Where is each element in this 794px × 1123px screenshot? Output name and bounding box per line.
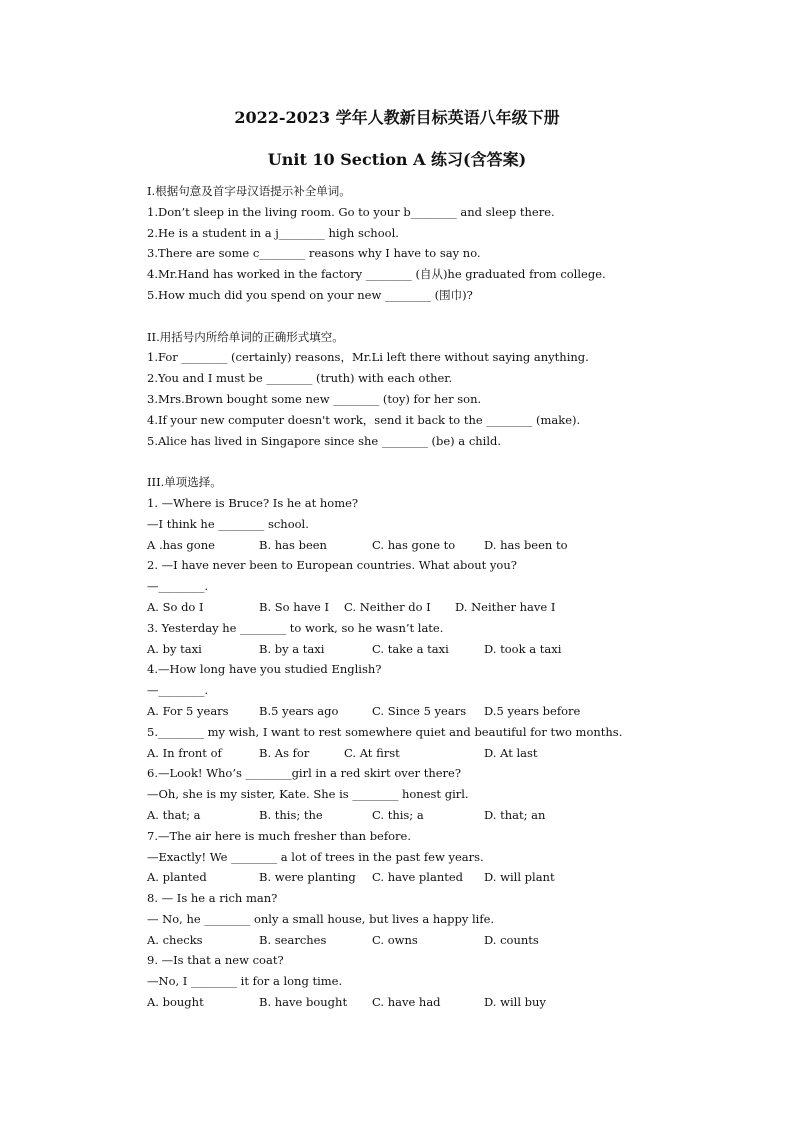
option-c: C. have planted — [372, 870, 464, 885]
option-a: A. So do I — [147, 599, 204, 614]
option-b: B. has been — [259, 537, 327, 552]
section2-item-3: 3.Mrs.Brown bought some new ________ (toy) for her son. — [147, 391, 482, 406]
question-1-stem: 1. —Where is Bruce? Is he at home? — [147, 495, 359, 510]
question-3-stem: 3. Yesterday he ________ to work, so he wasn’t late. — [147, 620, 444, 635]
option-c: C. has gone to — [372, 537, 456, 552]
question-7-options — [147, 867, 667, 888]
option-b: B. by a taxi — [259, 641, 325, 656]
question-2-stem: 2. —I have never been to European countries. What about you? — [147, 558, 517, 573]
question-6-response: —Oh, she is my sister, Kate. She is ________ honest girl. — [147, 787, 469, 802]
question-2-response: —________. — [147, 579, 209, 594]
question-7-stem: 7.—The air here is much fresher than before. — [147, 828, 411, 843]
section1-item-5: 5.How much did you spend on your new ________ (围巾)? — [147, 287, 473, 302]
document-subtitle: Unit 10 Section A 练习(含答案) — [267, 150, 527, 169]
question-9-stem: 9. —Is that a new coat? — [147, 953, 284, 968]
question-4-response: —________. — [147, 683, 209, 698]
option-a: A .has gone — [147, 537, 215, 552]
option-a: A. For 5 years — [147, 703, 229, 718]
section2-heading: II.用括号内所给单词的正确形式填空。 — [147, 329, 344, 344]
section3-heading: III.单项选择。 — [147, 475, 222, 490]
question-1-response: —I think he ________ school. — [147, 516, 309, 531]
option-d: D.5 years before — [484, 703, 581, 718]
question-1-options — [147, 535, 667, 556]
option-d: D. Neither have I — [455, 599, 556, 614]
option-b: B. searches — [259, 932, 327, 947]
question-3-options — [147, 639, 667, 660]
option-d: D. will plant — [484, 870, 555, 885]
document-body — [147, 181, 667, 1013]
option-d: D. that; an — [484, 807, 546, 822]
option-c: C. At first — [344, 745, 400, 760]
option-d: D. counts — [484, 932, 539, 947]
option-c: C. Since 5 years — [372, 703, 467, 718]
option-d: D. took a taxi — [484, 641, 562, 656]
spacer — [147, 451, 667, 472]
section2-item-4: 4.If your new computer doesn't work，send it back to the ________ (make). — [147, 412, 581, 427]
question-6-stem: 6.—Look! Who’s ________girl in a red skirt over there? — [147, 766, 462, 781]
question-8-options — [147, 930, 667, 951]
section1-heading: I.根据句意及首字母汉语提示补全单词。 — [147, 184, 351, 198]
question-8-stem: 8. — Is he a rich man? — [147, 891, 278, 906]
section1-item-1: 1.Don’t sleep in the living room. Go to your b________ and sleep there. — [147, 204, 555, 219]
question-5-options — [147, 743, 667, 764]
section1-item-2: 2.He is a student in a j________ high school. — [147, 225, 399, 240]
section1-item-4: 4.Mr.Hand has worked in the factory ________ (自从)he graduated from college. — [147, 267, 606, 282]
section1-item-3: 3.There are some c________ reasons why I have to say no. — [147, 246, 481, 261]
question-9-options — [147, 992, 667, 1013]
spacer — [147, 306, 667, 327]
document-title: 2022-2023 学年人教新目标英语八年级下册 — [234, 108, 560, 127]
question-5-stem: 5.________ my wish, I want to rest somewhere quiet and beautiful for two months. — [147, 724, 623, 739]
option-d: D. has been to — [484, 537, 568, 552]
option-c: C. Neither do I — [344, 599, 431, 614]
option-c: C. take a taxi — [372, 641, 449, 656]
option-b: B. So have I — [259, 599, 329, 614]
option-a: A. planted — [147, 870, 207, 885]
option-a: A. bought — [147, 995, 204, 1010]
option-c: C. have had — [372, 995, 441, 1010]
question-7-response: —Exactly! We ________ a lot of trees in the past few years. — [147, 849, 484, 864]
question-4-options — [147, 701, 667, 722]
option-d: D. will buy — [484, 995, 546, 1010]
option-b: B. were planting — [259, 870, 356, 885]
question-9-response: —No, I ________ it for a long time. — [147, 974, 343, 989]
question-6-options — [147, 805, 667, 826]
option-a: A. that; a — [147, 807, 201, 822]
section2-item-2: 2.You and I must be ________ (truth) with each other. — [147, 371, 453, 386]
question-2-options — [147, 597, 667, 618]
option-c: C. this; a — [372, 807, 424, 822]
option-c: C. owns — [372, 932, 418, 947]
section2-item-1: 1.For ________ (certainly) reasons，Mr.Li left there without saying anything. — [147, 350, 589, 365]
option-b: B.5 years ago — [259, 703, 339, 718]
question-8-response: — No, he ________ only a small house, but lives a happy life. — [147, 911, 495, 926]
option-b: B. have bought — [259, 995, 348, 1010]
option-b: B. As for — [259, 745, 310, 760]
option-a: A. checks — [147, 932, 203, 947]
option-a: A. by taxi — [147, 641, 202, 656]
question-4-stem: 4.—How long have you studied English? — [147, 662, 382, 677]
option-d: D. At last — [484, 745, 538, 760]
option-a: A. In front of — [147, 745, 222, 760]
section2-item-5: 5.Alice has lived in Singapore since she ________ (be) a child. — [147, 433, 502, 448]
option-b: B. this; the — [259, 807, 323, 822]
